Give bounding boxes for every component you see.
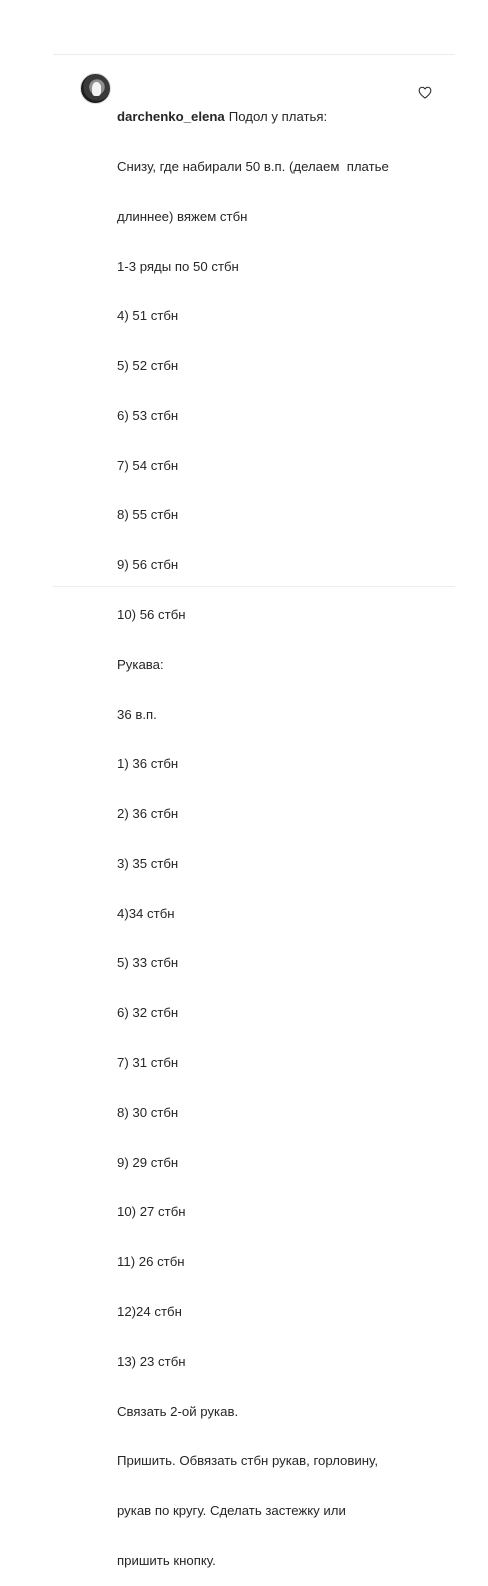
comment-line: 7) 31 стбн bbox=[117, 1055, 179, 1071]
comment-line: Рукава: bbox=[117, 656, 164, 672]
comment-line: 7) 54 стбн bbox=[117, 457, 179, 473]
comment-line: 10) 27 стбн bbox=[117, 1204, 186, 1220]
comment-line: 6) 53 стбн bbox=[117, 407, 179, 423]
comment-line: 4) 51 стбн bbox=[117, 308, 179, 324]
top-divider bbox=[53, 54, 455, 55]
comment-line: 4)34 стбн bbox=[117, 905, 175, 921]
comment-line: Пришить. Обвязать стбн рукав, горловину, bbox=[117, 1453, 378, 1469]
comment-line: 13) 23 стбн bbox=[117, 1353, 186, 1369]
comment-line: 8) 30 стбн bbox=[117, 1104, 179, 1120]
comment-line: 36 в.п. bbox=[117, 706, 157, 722]
comment-line: Снизу, где набирали 50 в.п. (делаем платье bbox=[117, 158, 389, 174]
comment-line: 1-3 ряды по 50 стбн bbox=[117, 258, 239, 274]
username-link[interactable]: darchenko_elena bbox=[117, 109, 225, 125]
comment-line: 11) 26 стбн bbox=[117, 1254, 185, 1270]
comment-line: 9) 29 стбн bbox=[117, 1154, 179, 1170]
comment-header-line bbox=[117, 109, 427, 126]
comment-line: 6) 32 стбн bbox=[117, 1005, 179, 1021]
comment-line: 5) 52 стбн bbox=[117, 358, 179, 374]
comment-first-text: Подол у платья: bbox=[228, 109, 328, 125]
comment-body bbox=[117, 76, 427, 1586]
comment-line: 9) 56 стбн bbox=[117, 557, 179, 573]
comment-line: рукав по кругу. Сделать застежку или bbox=[117, 1503, 346, 1519]
comment-line: 8) 55 стбн bbox=[117, 507, 179, 523]
comment-line: 10) 56 стбн bbox=[117, 607, 186, 622]
comment-line: Связать 2-ой рукав. bbox=[117, 1403, 239, 1419]
avatar-figure bbox=[92, 82, 101, 96]
comment-line: пришить кнопку. bbox=[117, 1552, 216, 1568]
heart-icon[interactable] bbox=[418, 86, 432, 99]
comment-line: длиннее) вяжем стбн bbox=[117, 208, 248, 224]
comment-line: 3) 35 стбн bbox=[117, 855, 179, 871]
comment-line: 5) 33 стбн bbox=[117, 955, 179, 971]
avatar[interactable] bbox=[80, 73, 111, 104]
comment-line: 12)24 стбн bbox=[117, 1303, 182, 1319]
bottom-divider bbox=[53, 586, 455, 587]
comment-line: 1) 36 стбн bbox=[117, 756, 179, 772]
comment-line: 2) 36 стбн bbox=[117, 806, 179, 822]
